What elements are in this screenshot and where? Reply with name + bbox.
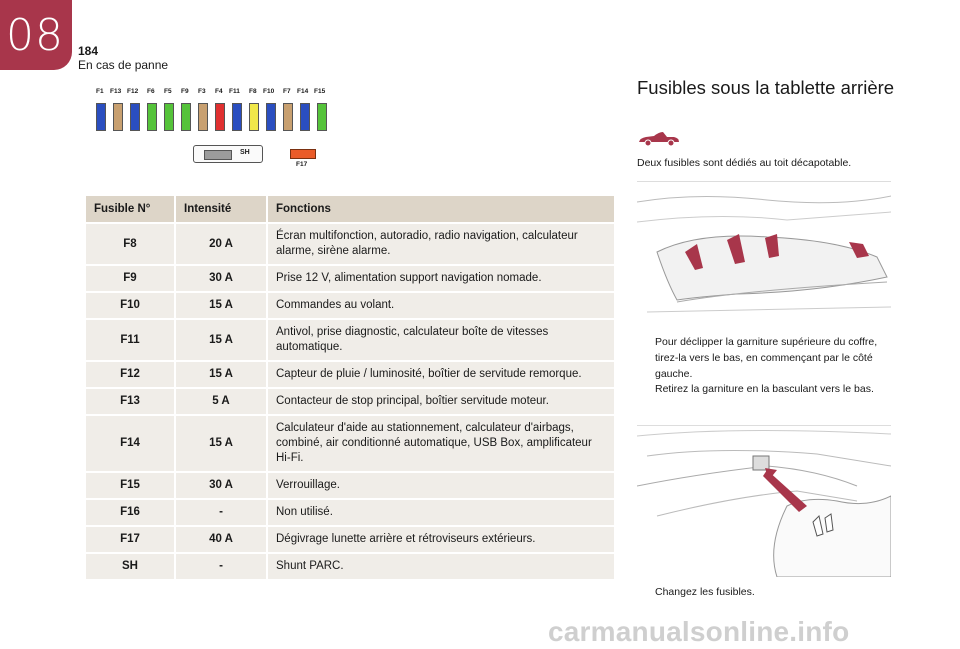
extra-fuse-label: F17 xyxy=(296,161,308,168)
fuse-label: F7 xyxy=(283,88,291,95)
fuse-f4 xyxy=(215,103,225,131)
fuse-label: F1 xyxy=(96,88,104,95)
cell-fuse-number: F17 xyxy=(86,526,175,553)
cell-fuse-number: F11 xyxy=(86,319,175,361)
table-row xyxy=(86,472,615,499)
cell-fuse-number: F8 xyxy=(86,223,175,265)
extra-fuse-f17 xyxy=(290,149,316,159)
cell-intensity: 30 A xyxy=(175,472,267,499)
table-row xyxy=(86,526,615,553)
instruction-text: Changez les fusibles. xyxy=(655,586,755,598)
table-row xyxy=(86,223,615,265)
cell-functions: Calculateur d'aide au stationnement, calculateur d'airbags, combiné, air conditionné automatique, USB Box, amplificateur Hi-Fi. xyxy=(267,415,615,472)
intro-text: Deux fusibles sont dédiés au toit décapotable. xyxy=(637,157,852,169)
fuse-f9 xyxy=(181,103,191,131)
cell-intensity: - xyxy=(175,553,267,579)
page-number: 184 xyxy=(78,44,99,58)
fuse-label: F6 xyxy=(147,88,155,95)
table-row xyxy=(86,415,615,472)
fuse-f10 xyxy=(266,103,276,131)
fuse-f7 xyxy=(283,103,293,131)
fuse-label: F10 xyxy=(263,88,275,95)
shunt-inner xyxy=(204,150,232,160)
fuse-label: F9 xyxy=(181,88,189,95)
cell-functions: Prise 12 V, alimentation support navigation nomade. xyxy=(267,265,615,292)
instruction-2 xyxy=(637,381,891,397)
chapter-tab xyxy=(0,0,72,70)
cell-functions: Non utilisé. xyxy=(267,499,615,526)
fuse-label: F12 xyxy=(127,88,139,95)
fuse-f12 xyxy=(130,103,140,131)
table-row xyxy=(86,292,615,319)
shunt-box xyxy=(193,145,263,163)
cell-functions: Contacteur de stop principal, boîtier servitude moteur. xyxy=(267,388,615,415)
instruction-text: Pour déclipper la garniture supérieure du coffre, tirez-la vers le bas, en commençant par le côté gauche. xyxy=(655,336,878,380)
section-title: En cas de panne xyxy=(78,58,169,72)
fuse-row xyxy=(96,103,336,131)
cell-intensity: 40 A xyxy=(175,526,267,553)
fuse-f6 xyxy=(147,103,157,131)
fuse-label: F4 xyxy=(215,88,223,95)
cell-fuse-number: F9 xyxy=(86,265,175,292)
fuse-f14 xyxy=(300,103,310,131)
cell-fuse-number: F13 xyxy=(86,388,175,415)
table-row xyxy=(86,553,615,579)
table-row xyxy=(86,388,615,415)
cell-functions: Commandes au volant. xyxy=(267,292,615,319)
header-functions: Fonctions xyxy=(267,196,615,223)
right-section-title: Fusibles sous la tablette arrière xyxy=(637,77,895,98)
table-row xyxy=(86,265,615,292)
fuse-label: F14 xyxy=(297,88,309,95)
instruction-text: Retirez la garniture en la basculant vers le bas. xyxy=(655,383,874,395)
fuse-replacement-illustration xyxy=(637,425,891,577)
fuse-label: F3 xyxy=(198,88,206,95)
cell-intensity: 20 A xyxy=(175,223,267,265)
fuse-f8 xyxy=(249,103,259,131)
cell-intensity: 15 A xyxy=(175,361,267,388)
cell-fuse-number: SH xyxy=(86,553,175,579)
fuse-f13 xyxy=(113,103,123,131)
cell-intensity: 15 A xyxy=(175,415,267,472)
cell-intensity: 15 A xyxy=(175,319,267,361)
cell-intensity: 30 A xyxy=(175,265,267,292)
fuse-label: F5 xyxy=(164,88,172,95)
watermark: carmanualsonline.info xyxy=(548,616,850,647)
cell-intensity: - xyxy=(175,499,267,526)
cell-intensity: 15 A xyxy=(175,292,267,319)
convertible-car-icon xyxy=(637,129,681,147)
table-row xyxy=(86,499,615,526)
header-intensity: Intensité xyxy=(175,196,267,223)
cell-fuse-number: F15 xyxy=(86,472,175,499)
fuse-label: F8 xyxy=(249,88,257,95)
fuse-f15 xyxy=(317,103,327,131)
table-body xyxy=(86,223,615,579)
shunt-label: SH xyxy=(240,149,250,156)
cell-functions: Dégivrage lunette arrière et rétroviseurs extérieurs. xyxy=(267,526,615,553)
fuse-f1 xyxy=(96,103,106,131)
table-row xyxy=(86,319,615,361)
header-fuse-number: Fusible N° xyxy=(86,196,175,223)
instruction-3 xyxy=(637,584,891,600)
fuse-label: F15 xyxy=(314,88,326,95)
cell-fuse-number: F14 xyxy=(86,415,175,472)
instruction-1 xyxy=(637,334,891,382)
cell-fuse-number: F16 xyxy=(86,499,175,526)
fuse-f5 xyxy=(164,103,174,131)
cell-functions: Verrouillage. xyxy=(267,472,615,499)
fuse-f11 xyxy=(232,103,242,131)
cell-functions: Shunt PARC. xyxy=(267,553,615,579)
cell-fuse-number: F10 xyxy=(86,292,175,319)
cell-fuse-number: F12 xyxy=(86,361,175,388)
cell-functions: Écran multifonction, autoradio, radio navigation, calculateur alarme, sirène alarme. xyxy=(267,223,615,265)
fuse-table xyxy=(86,196,616,579)
table-row xyxy=(86,361,615,388)
fuse-label: F11 xyxy=(229,88,240,95)
chapter-number: 08 xyxy=(6,10,64,61)
table-header-row xyxy=(86,196,615,223)
trunk-trim-illustration xyxy=(637,181,891,327)
cell-functions: Antivol, prise diagnostic, calculateur boîte de vitesses automatique. xyxy=(267,319,615,361)
fuse-labels xyxy=(95,88,335,98)
fuse-label: F13 xyxy=(110,88,122,95)
cell-functions: Capteur de pluie / luminosité, boîtier de servitude remorque. xyxy=(267,361,615,388)
cell-intensity: 5 A xyxy=(175,388,267,415)
fuse-f3 xyxy=(198,103,208,131)
